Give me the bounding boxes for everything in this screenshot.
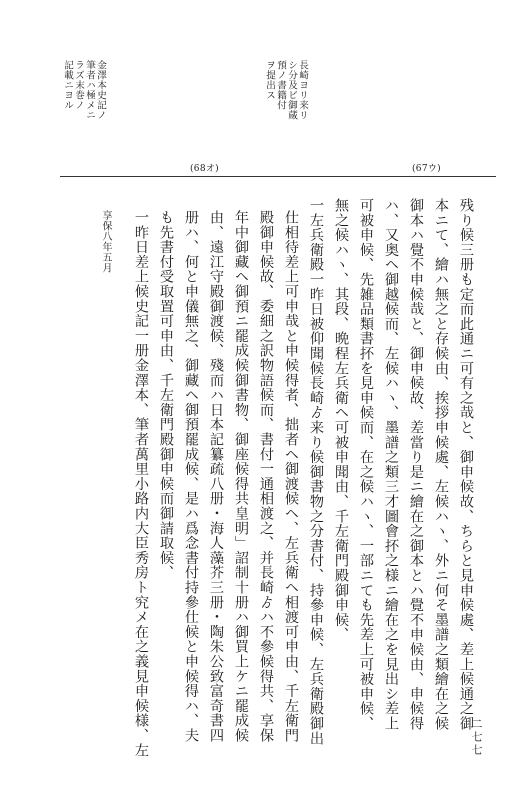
upper-note: ヲ提出ス xyxy=(264,60,275,100)
text-line: 御本ハ覺不申候哉と、御申候故、差當り是ニ繪在之御本とハ覺不申候由、申候得 xyxy=(408,198,424,731)
upper-note: 記載ニヨル xyxy=(62,60,73,110)
text-line: 年中御藏ヘ御預ニ罷成候御書物、御座候得共皇明」詔制十册ハ御買上ケニ罷成候 xyxy=(233,210,249,743)
page-number: 二七七 xyxy=(470,718,483,757)
folio-mark: (68オ) xyxy=(190,164,219,174)
upper-note: 金澤本史記ノ xyxy=(95,60,106,120)
text-line: 一左兵衛殿一昨日被仰聞候長崎ゟ来り候御書物之分書付、持參申候、左兵衛殿御出 xyxy=(308,198,324,746)
text-line: 殿御申候故、委細之訳物語候而、書付一通相渡之、并長崎ゟハ不參候得共、享保 xyxy=(258,210,274,743)
text-line: 残り候三册も定而此通ニ可有之哉と、御申候故、ちらと見申候處、差上候通之御 xyxy=(458,198,474,731)
text-line: 本ニて、繪ハ無之と存候由、挨拶申候處、左候ハヽ、外ニ何そ墨譜之類繪在之候 xyxy=(433,198,449,731)
text-line: ハ、又奥ヘ御越候而、左候ハヽ、墨譜之類三才圖會抔之様ニ繪在之を見出シ差上 xyxy=(383,198,399,731)
upper-note: シ分及ビ御蔵 xyxy=(286,60,297,120)
text-line: 可被申候、先雑品類書抔を見申候而、在之候ハヽ、一部ニても先差上可被申候、 xyxy=(358,198,374,731)
upper-note: 長崎ヨリ来リ xyxy=(297,60,308,120)
text-line: 由、遠江守殿御渡候、殘而ハ日本記纂疏八册・海人藻芥三册・陶朱公致富奇書四 xyxy=(208,210,224,743)
header-rule xyxy=(60,176,496,177)
text-line: 一昨日差上候史記一册金澤本、筆者萬里小路内大臣秀房ト究メ在之義見申候様、左 xyxy=(133,210,149,758)
upper-note: ラズ末巻ノ xyxy=(73,60,84,110)
text-line: も先書付受取置可申由、千左衛門殿御申候而御請取候、 xyxy=(158,210,174,580)
text-line: 仕相待差上可申哉と申候得者、拙者ヘ御渡候ヘ、左兵衛ヘ相渡可申由、千左衛門 xyxy=(283,210,299,743)
folio-mark: (67ウ) xyxy=(412,164,441,174)
text-line: 册ハ、何と申儀無之、御藏ヘ御預罷成候、是ハ爲念書付持參仕候と申候得ハ、夫 xyxy=(183,210,199,743)
date-heading: 享保八年五月 xyxy=(100,210,111,273)
upper-note: 預ノ書籍付 xyxy=(275,60,286,110)
text-line: 無之候ハヽ、其段、晩程左兵衛ヘ可被申聞由、千左衛門殿御申候、 xyxy=(333,198,349,642)
upper-note: 筆者ハ極メニ xyxy=(84,60,95,120)
